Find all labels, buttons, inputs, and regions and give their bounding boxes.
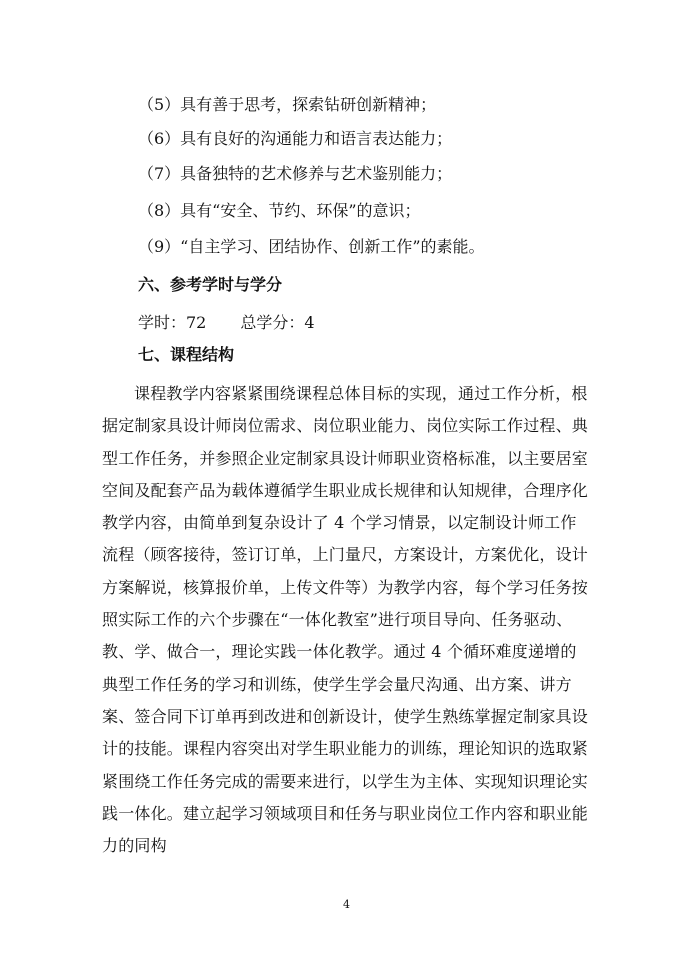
ability-item-8: （8）具有“安全、节约、环保”的意识； <box>138 201 421 220</box>
ability-item-6: （6）具有良好的沟通能力和语言表达能力； <box>138 129 453 148</box>
ability-item-9: （9）“自主学习、团结协作、创新工作”的素能。 <box>138 237 485 256</box>
section-seven-heading: 七、课程结构 <box>138 345 235 364</box>
course-structure-paragraph <box>102 378 590 862</box>
section-six-heading: 六、参考学时与学分 <box>138 275 283 294</box>
hours-credits-line <box>138 313 315 333</box>
hours-label: 学时：72 <box>138 313 207 332</box>
ability-item-5: （5）具有善于思考，探索钻研创新精神； <box>138 95 437 114</box>
page-number: 4 <box>343 898 350 911</box>
ability-item-7: （7）具备独特的艺术修养与艺术鉴别能力； <box>138 164 453 183</box>
credits-label: 总学分：4 <box>240 313 315 332</box>
course-structure-text: 课程教学内容紧紧围绕课程总体目标的实现，通过工作分析，根据定制家具设计师岗位需求、岗位职业能力、岗位实际工作过程、典型工作任务，并参照企业定制家具设计师职业资格标准，以主要居室空间及配套产品为载体遵循学生职业成长规律和认知规律，合理序化教学内容，由简单到复杂设计了 4 个学习情景，以定制设计师工作流程（顾客接待，签订订单，上门量尺，方案设计，方案优化，设计方案解说，核算报价单，上传文件等）为教学内容，每个学习任务按照实际工作的六个步骤在“一体化教室”进行项目导向、任务驱动、教、学、做合一，理论实践一体化教学。通过 4 个循环难度递增的典型工作任务的学习和训练，使学生学会量尺沟通、出方案、讲方案、签合同下订单再到改进和创新设计，使学生熟练掌握定制家具设计的技能。课程内容突出对学生职业能力的训练，理论知识的选取紧紧围绕工作任务完成的需要来进行，以学生为主体、实现知识理论实践一体化。建立起学习领域项目和任务与职业岗位工作内容和职业能力的同构 <box>102 384 589 856</box>
